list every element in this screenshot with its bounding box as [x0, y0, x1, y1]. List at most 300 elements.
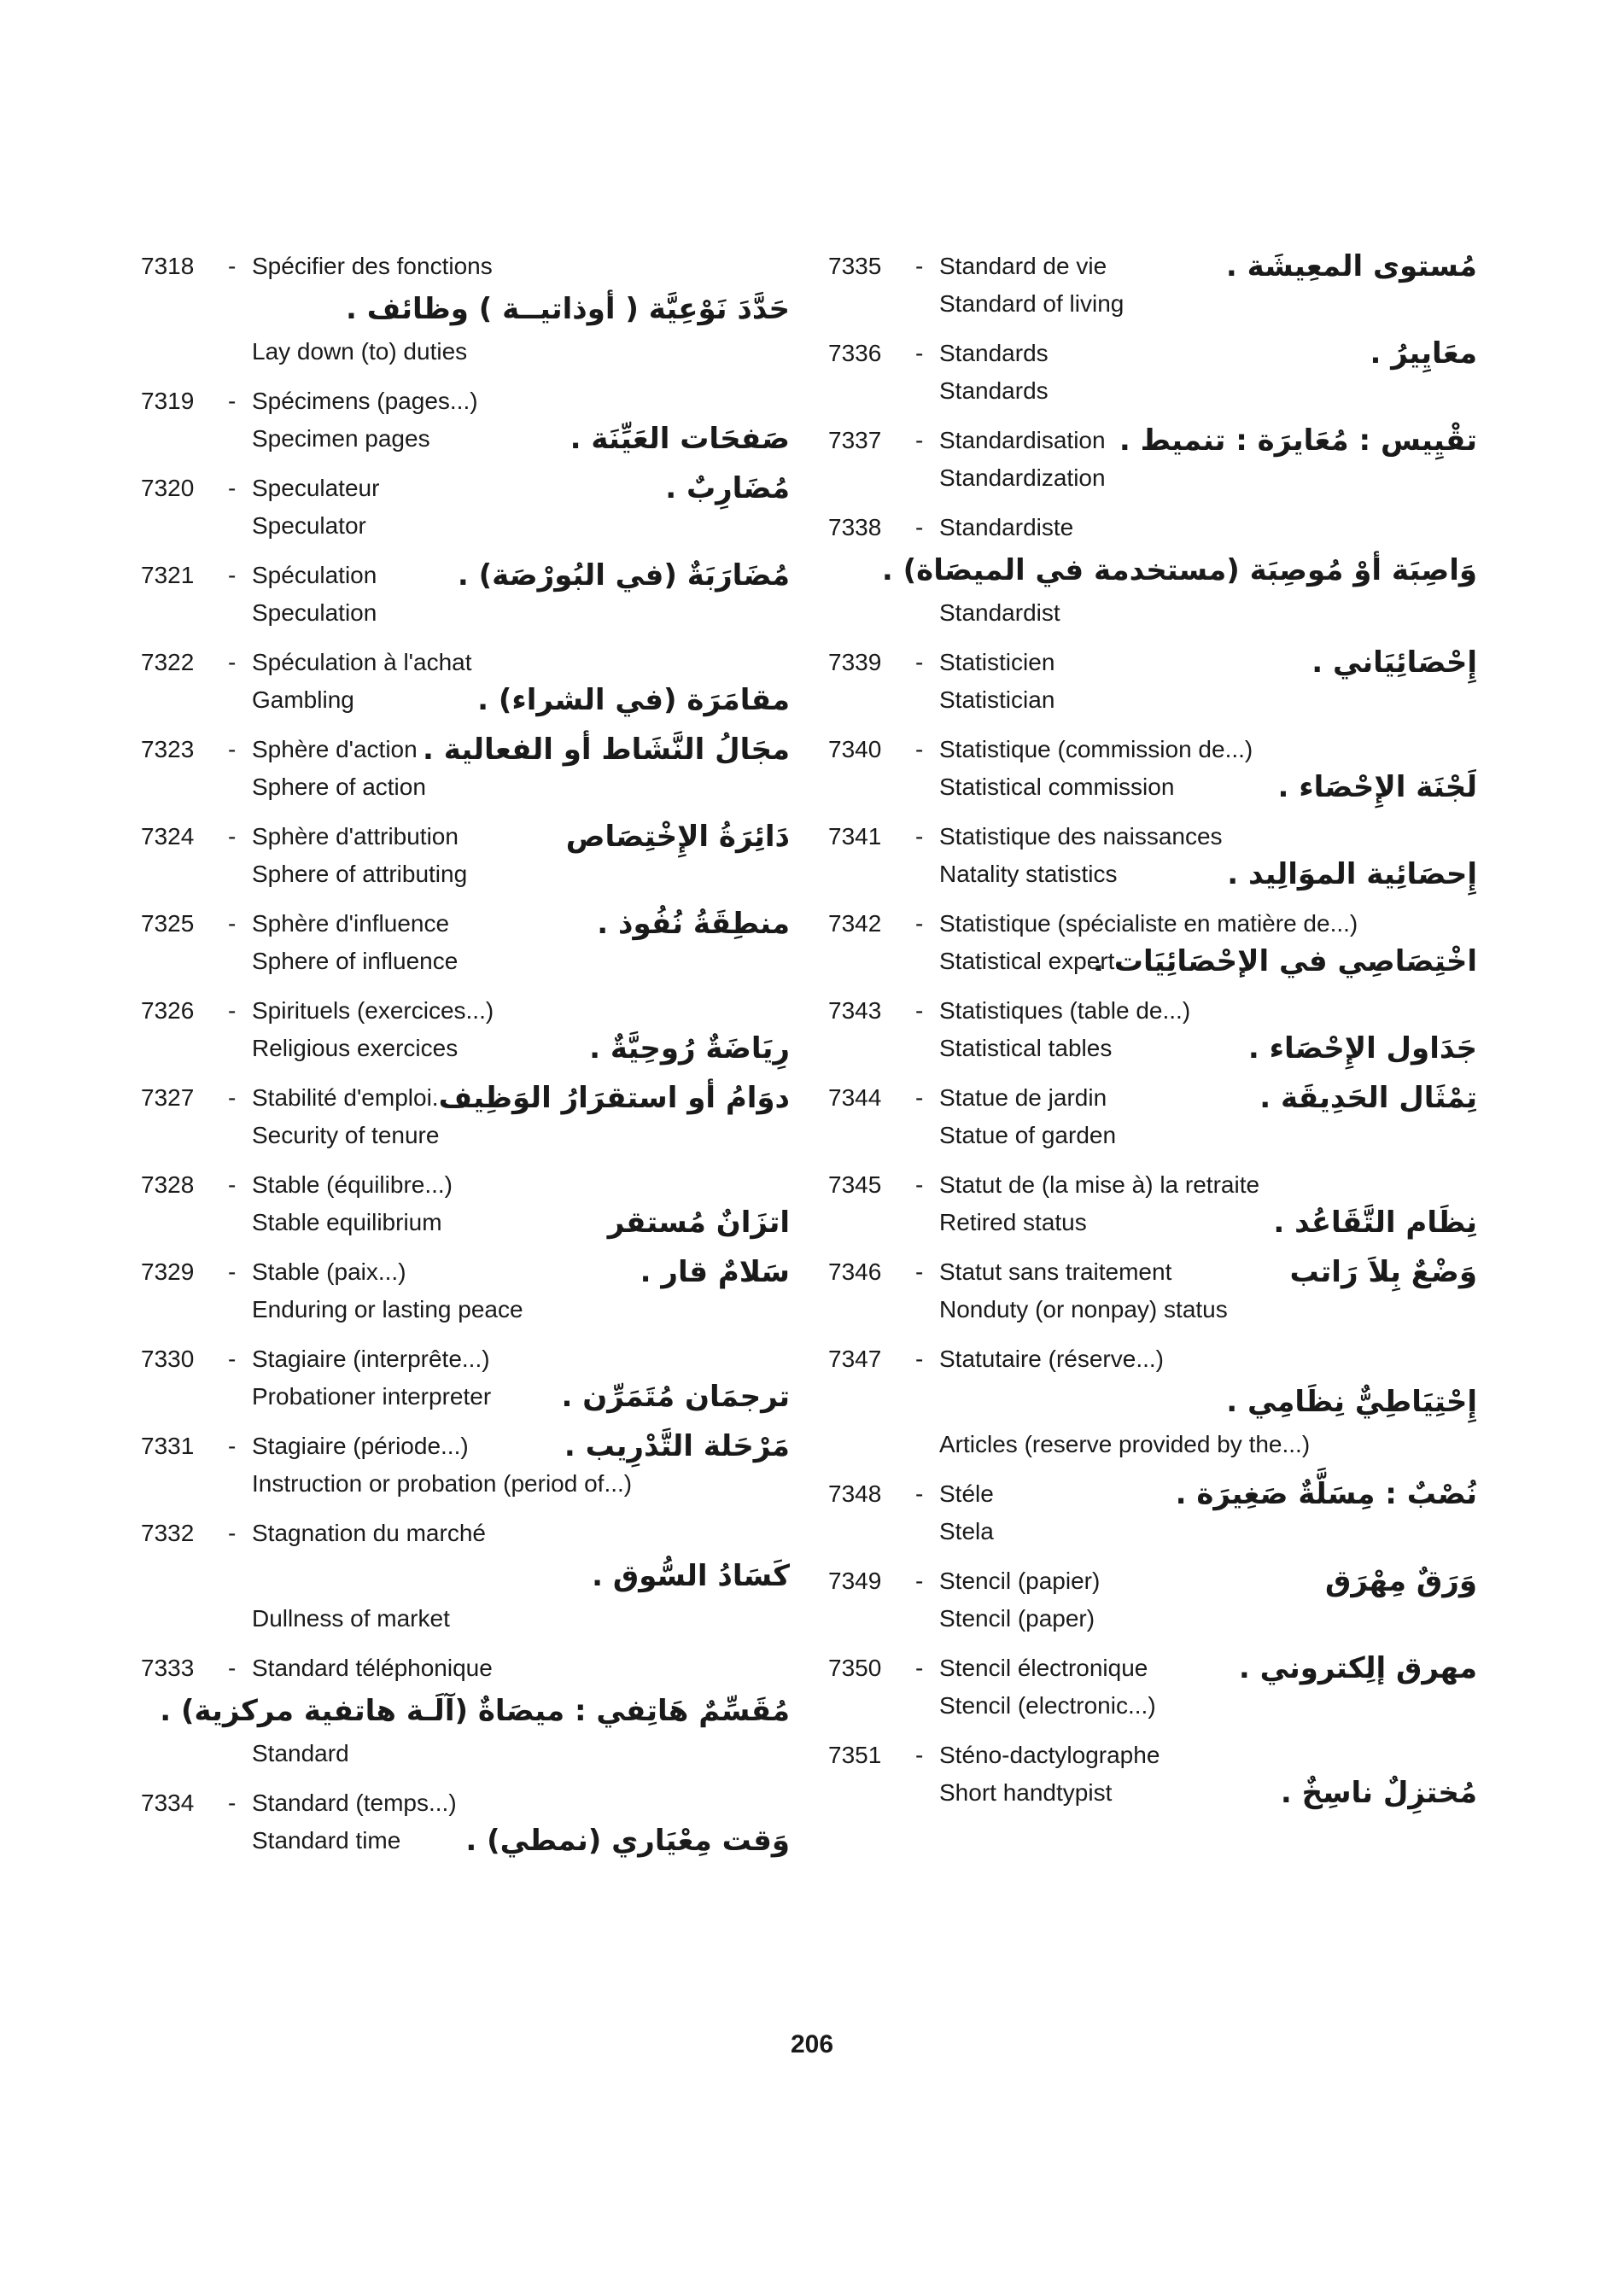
entry-headline — [141, 470, 790, 507]
entry-gap — [828, 980, 1477, 992]
english-term: Sphere of action — [252, 774, 426, 800]
arabic-term-line — [828, 1378, 1477, 1426]
french-term: Standard (temps...) — [252, 1790, 457, 1816]
dictionary-entry — [141, 992, 790, 1067]
entry-number: 7332 — [141, 1520, 195, 1546]
entry-translation-line — [828, 1513, 1477, 1550]
english-term: Specimen pages — [252, 425, 430, 452]
entry-headline — [141, 1340, 790, 1378]
entry-dash: - — [228, 823, 237, 850]
french-term: Statistique des naissances — [939, 823, 1223, 850]
arabic-term: اتزَانٌ مُستقر — [607, 1206, 790, 1240]
entry-number: 7329 — [141, 1258, 195, 1285]
english-term: Statistician — [939, 686, 1055, 713]
arabic-term: مهرق إلِكتروني . — [1238, 1651, 1477, 1685]
entry-dash: - — [915, 1655, 924, 1681]
entry-dash: - — [228, 475, 237, 501]
arabic-term: مقامَرَة (في الشراء) . — [477, 683, 790, 717]
english-term: Gambling — [252, 686, 354, 713]
entry-dash: - — [915, 736, 924, 762]
entry-gap — [141, 1416, 790, 1428]
entry-dash: - — [228, 1171, 237, 1198]
entry-translation-line — [141, 594, 790, 632]
arabic-term: مُقَسِّمٌ هَاتِفي : ميصَاةٌ (آلَـة هاتفية مركزية) . — [160, 1694, 790, 1728]
english-term: Short handtypist — [939, 1779, 1113, 1806]
entry-headline — [828, 335, 1477, 372]
entry-translation-line — [828, 1030, 1477, 1067]
arabic-term: نِظَام التَّقَاعُد . — [1273, 1206, 1477, 1240]
entry-number: 7344 — [828, 1084, 882, 1111]
dictionary-entry — [828, 422, 1477, 497]
entry-translation-line — [141, 1378, 790, 1416]
entry-gap — [828, 632, 1477, 644]
entry-headline — [141, 1166, 790, 1204]
entry-gap — [828, 1328, 1477, 1340]
entry-dash: - — [915, 253, 924, 279]
french-term: Sténo-dactylographe — [939, 1742, 1160, 1768]
page-number: 206 — [790, 2030, 834, 2058]
french-term: Spécifier des fonctions — [252, 253, 493, 279]
entry-dash: - — [915, 823, 924, 850]
entry-gap — [828, 1550, 1477, 1562]
entry-translation-line — [828, 1600, 1477, 1638]
french-term: Statutaire (réserve...) — [939, 1346, 1164, 1372]
entry-number: 7319 — [141, 388, 195, 414]
arabic-term: إِحْتِيَاطِيٌّ نِظَامِي . — [1226, 1385, 1477, 1419]
entry-gap — [828, 1725, 1477, 1737]
dictionary-entry — [828, 509, 1477, 632]
entry-translation-line — [828, 1774, 1477, 1812]
entry-headline — [141, 382, 790, 420]
entry-headline — [828, 1166, 1477, 1204]
entry-gap — [141, 980, 790, 992]
entry-number: 7330 — [141, 1346, 195, 1372]
entry-translation-line — [828, 459, 1477, 497]
entry-number: 7321 — [141, 562, 195, 588]
entry-gap — [141, 632, 790, 644]
entry-number: 7340 — [828, 736, 882, 762]
entry-number: 7324 — [141, 823, 195, 850]
entry-gap — [141, 371, 790, 382]
arabic-term: وَاصِبَة أوْ مُوصِبَة (مستخدمة في الميصَاة) . — [881, 553, 1477, 587]
dictionary-entry — [141, 557, 790, 632]
english-term: Stencil (paper) — [939, 1605, 1095, 1632]
english-term: Lay down (to) duties — [252, 338, 468, 365]
arabic-term: وَرَقٌ مِهْرَق — [1325, 1564, 1477, 1598]
entry-translation-line — [828, 1204, 1477, 1241]
entry-translation-line — [141, 1600, 790, 1638]
entry-number: 7327 — [141, 1084, 195, 1111]
arabic-term: اخْتِصَاصِي في الإحْصَائِيَات . — [1093, 944, 1477, 978]
english-term: Nonduty (or nonpay) status — [939, 1296, 1228, 1323]
arabic-term: مُضَارِبٌ . — [665, 471, 790, 505]
english-term: Standard of living — [939, 290, 1125, 317]
dictionary-entry — [141, 248, 790, 371]
entry-gap — [828, 893, 1477, 905]
entry-number: 7331 — [141, 1433, 195, 1459]
english-term: Standards — [939, 377, 1049, 404]
french-term: Statistiques (table de...) — [939, 997, 1191, 1024]
arabic-term: معَايِيرُ . — [1370, 336, 1477, 371]
french-term: Spéculation — [252, 562, 377, 588]
french-term: Speculateur — [252, 475, 380, 501]
entry-dash: - — [228, 1790, 237, 1816]
arabic-term: صَفحَات العَيِّنَة . — [570, 422, 790, 456]
entry-number: 7350 — [828, 1655, 882, 1681]
entry-dash: - — [915, 997, 924, 1024]
dictionary-entry — [828, 1475, 1477, 1550]
dictionary-entry — [828, 818, 1477, 893]
entry-gap — [141, 1638, 790, 1649]
entry-gap — [828, 719, 1477, 731]
english-term: Statue of garden — [939, 1122, 1117, 1148]
entry-number: 7320 — [141, 475, 195, 501]
entry-number: 7336 — [828, 340, 882, 366]
entry-number: 7328 — [141, 1171, 195, 1198]
entry-translation-line — [828, 855, 1477, 893]
entry-translation-line — [141, 1735, 790, 1772]
entry-number: 7325 — [141, 910, 195, 937]
english-term: Statistical expert. — [939, 948, 1122, 974]
french-term: Stencil (papier) — [939, 1568, 1101, 1594]
entry-gap — [141, 545, 790, 557]
french-term: Standard de vie — [939, 253, 1107, 279]
entry-gap — [828, 497, 1477, 509]
entry-dash: - — [228, 910, 237, 937]
entry-number: 7341 — [828, 823, 882, 850]
english-term: Stable equilibrium — [252, 1209, 442, 1235]
english-term: Sphere of attributing — [252, 861, 468, 887]
entry-number: 7335 — [828, 253, 882, 279]
entry-headline — [141, 248, 790, 285]
entry-number: 7338 — [828, 514, 882, 540]
english-term: Enduring or lasting peace — [252, 1296, 523, 1323]
entry-translation-line — [828, 768, 1477, 806]
entry-translation-line — [141, 1117, 790, 1154]
entry-dash: - — [228, 1433, 237, 1459]
entry-gap — [141, 458, 790, 470]
dictionary-entry — [828, 1253, 1477, 1328]
french-term: Statistique (commission de...) — [939, 736, 1253, 762]
dictionary-entry — [828, 1166, 1477, 1241]
entry-number: 7333 — [141, 1655, 195, 1681]
english-term: Statistical tables — [939, 1035, 1113, 1061]
entry-dash: - — [228, 736, 237, 762]
french-term: Stagnation du marché — [252, 1520, 486, 1546]
arabic-term: سَلامٌ قار . — [640, 1255, 790, 1289]
english-term: Speculation — [252, 599, 377, 626]
entry-number: 7349 — [828, 1568, 882, 1594]
entry-headline — [141, 1515, 790, 1552]
arabic-term: جَدَاول الإِحْصَاء . — [1247, 1031, 1477, 1066]
french-term: Stabilité d'emploi. — [252, 1084, 439, 1111]
entry-headline — [828, 1562, 1477, 1600]
entry-headline — [828, 1737, 1477, 1774]
arabic-term: نُصْبٌ : مِسَلَّةٌ صَغِيرَة . — [1175, 1477, 1477, 1511]
english-term: Stela — [939, 1518, 994, 1544]
entry-gap — [141, 1241, 790, 1253]
entry-translation-line — [141, 1030, 790, 1067]
entry-dash: - — [228, 1084, 237, 1111]
arabic-term-line — [828, 546, 1477, 594]
arabic-term: مُستوى المعِيشَة . — [1225, 249, 1477, 283]
entry-number: 7345 — [828, 1171, 882, 1198]
french-term: Standardisation — [939, 427, 1106, 453]
entry-translation-line — [141, 855, 790, 893]
arabic-term: حَدَّدَ نَوْعِيَّة ( أوذاتيــة ) وظائف . — [346, 292, 790, 326]
entry-headline — [828, 644, 1477, 681]
entry-headline — [828, 1649, 1477, 1687]
entry-headline — [141, 644, 790, 681]
entry-gap — [828, 1241, 1477, 1253]
dictionary-entry — [141, 644, 790, 719]
dictionary-entry — [828, 905, 1477, 980]
dictionary-entry — [141, 1649, 790, 1772]
english-term: Standard time — [252, 1827, 401, 1854]
entry-headline — [828, 509, 1477, 546]
english-term: Probationer interpreter — [252, 1383, 492, 1410]
entry-dash: - — [228, 388, 237, 414]
entry-dash: - — [915, 1480, 924, 1507]
french-term: Statut de (la mise à) la retraite — [939, 1171, 1260, 1198]
entry-dash: - — [915, 1742, 924, 1768]
dictionary-entry — [141, 818, 790, 893]
entry-translation-line — [828, 1426, 1477, 1463]
french-term: Spécimens (pages...) — [252, 388, 478, 414]
right-column — [828, 248, 1477, 1824]
french-term: Stable (équilibre...) — [252, 1171, 453, 1198]
entry-dash: - — [915, 1258, 924, 1285]
entry-dash: - — [228, 997, 237, 1024]
arabic-term-line — [141, 1687, 790, 1735]
entry-translation-line — [141, 1465, 790, 1503]
dictionary-entry — [141, 1166, 790, 1241]
entry-headline — [141, 1649, 790, 1687]
english-term: Standardization — [939, 464, 1106, 491]
entry-gap — [828, 323, 1477, 335]
english-term: Statistical commission — [939, 774, 1175, 800]
french-term: Statut sans traitement — [939, 1258, 1172, 1285]
entry-headline — [141, 1428, 790, 1465]
dictionary-entry — [828, 335, 1477, 410]
entry-gap — [828, 806, 1477, 818]
dictionary-entry — [141, 1428, 790, 1503]
entry-dash: - — [915, 514, 924, 540]
entry-dash: - — [228, 1520, 237, 1546]
dictionary-entry — [141, 731, 790, 806]
dictionary-entry — [141, 1515, 790, 1638]
arabic-term: مَرْحَلة التَّدْرِيب . — [564, 1429, 790, 1463]
entry-dash: - — [228, 562, 237, 588]
arabic-term: ترجمَان مُتَمَرِّن . — [561, 1380, 790, 1414]
entry-number: 7337 — [828, 427, 882, 453]
entry-headline — [828, 1340, 1477, 1378]
entry-number: 7323 — [141, 736, 195, 762]
entry-translation-line — [141, 681, 790, 719]
entry-headline — [828, 1253, 1477, 1291]
arabic-term: إِحصَائِية الموَالِيد . — [1227, 857, 1477, 891]
english-term: Standard — [252, 1740, 349, 1766]
dictionary-entry — [828, 1079, 1477, 1154]
english-term: Natality statistics — [939, 861, 1118, 887]
entry-gap — [828, 1463, 1477, 1475]
dictionary-entry — [141, 1079, 790, 1154]
entry-dash: - — [915, 427, 924, 453]
entry-translation-line — [828, 285, 1477, 323]
arabic-term: رِيَاضَةٌ رُوحِيَّةٌ . — [589, 1031, 790, 1066]
french-term: Statue de jardin — [939, 1084, 1107, 1111]
entry-gap — [141, 1328, 790, 1340]
dictionary-entry — [828, 644, 1477, 719]
entry-gap — [828, 1812, 1477, 1824]
entry-number: 7347 — [828, 1346, 882, 1372]
arabic-term: وَقت مِعْيَاري (نمطي) . — [465, 1824, 790, 1858]
dictionary-entry — [828, 1340, 1477, 1463]
dictionary-entry — [828, 992, 1477, 1067]
dictionary-entry — [141, 382, 790, 458]
entry-gap — [141, 1772, 790, 1784]
english-term: Stencil (electronic...) — [939, 1692, 1156, 1719]
entry-headline — [141, 1079, 790, 1117]
arabic-term: مُضَارَبَةٌ (في البُورْصَة) . — [457, 558, 790, 593]
entry-translation-line — [141, 1291, 790, 1328]
entry-translation-line — [828, 1687, 1477, 1725]
dictionary-entry — [141, 905, 790, 980]
entry-translation-line — [141, 943, 790, 980]
entry-number: 7318 — [141, 253, 195, 279]
french-term: Stéle — [939, 1480, 994, 1507]
entry-gap — [828, 1067, 1477, 1079]
english-term: Standardist — [939, 599, 1060, 626]
entry-headline — [141, 1784, 790, 1822]
entry-gap — [828, 1154, 1477, 1166]
entry-dash: - — [915, 1171, 924, 1198]
arabic-term: لَجْنَة الإِحْصَاء . — [1277, 770, 1477, 804]
entry-dash: - — [228, 1655, 237, 1681]
entry-dash: - — [228, 1346, 237, 1372]
arabic-term: مُختزِلٌ ناسِخٌ . — [1280, 1776, 1477, 1810]
entry-dash: - — [915, 649, 924, 675]
arabic-term: تقْيِيس : مُعَايرَة : تنميط . — [1119, 423, 1477, 458]
entry-gap — [141, 806, 790, 818]
entry-dash: - — [915, 910, 924, 937]
entry-headline — [141, 731, 790, 768]
entry-headline — [828, 818, 1477, 855]
entry-translation-line — [141, 420, 790, 458]
dictionary-entry — [141, 1784, 790, 1860]
entry-dash: - — [915, 1346, 924, 1372]
left-column — [141, 248, 790, 1871]
entry-number: 7351 — [828, 1742, 882, 1768]
entry-gap — [141, 1154, 790, 1166]
dictionary-entry — [828, 731, 1477, 806]
arabic-term: كَسَادُ السُّوق . — [592, 1559, 790, 1593]
french-term: Stagiaire (période...) — [252, 1433, 469, 1459]
entry-gap — [141, 1067, 790, 1079]
entry-headline — [828, 248, 1477, 285]
entry-number: 7322 — [141, 649, 195, 675]
french-term: Standard téléphonique — [252, 1655, 493, 1681]
french-term: Spirituels (exercices...) — [252, 997, 494, 1024]
french-term: Spéculation à l'achat — [252, 649, 472, 675]
entry-dash: - — [228, 649, 237, 675]
entry-number: 7343 — [828, 997, 882, 1024]
entry-translation-line — [828, 1117, 1477, 1154]
entry-headline — [141, 1253, 790, 1291]
entry-dash: - — [915, 340, 924, 366]
dictionary-entry — [141, 1253, 790, 1328]
english-term: Dullness of market — [252, 1605, 450, 1632]
entry-dash: - — [228, 253, 237, 279]
french-term: Statistique (spécialiste en matière de...) — [939, 910, 1358, 937]
french-term: Standards — [939, 340, 1049, 366]
french-term: Stencil électronique — [939, 1655, 1148, 1681]
french-term: Standardiste — [939, 514, 1074, 540]
entry-headline — [828, 992, 1477, 1030]
dictionary-entry — [828, 1649, 1477, 1725]
entry-translation-line — [141, 1822, 790, 1860]
entry-headline — [828, 422, 1477, 459]
arabic-term: إِحْصَائِيَاني . — [1311, 645, 1477, 680]
arabic-term: تِمْثَال الحَدِيقَة . — [1259, 1081, 1477, 1115]
entry-headline — [828, 905, 1477, 943]
entry-gap — [828, 1638, 1477, 1649]
dictionary-entry — [828, 248, 1477, 323]
english-term: Religious exercices — [252, 1035, 459, 1061]
entry-gap — [828, 410, 1477, 422]
french-term: Stagiaire (interprête...) — [252, 1346, 490, 1372]
entry-number: 7326 — [141, 997, 195, 1024]
arabic-term: مجَالُ النَّشَاط أو الفعالية . — [423, 733, 790, 767]
entry-translation-line — [828, 1291, 1477, 1328]
english-term: Sphere of influence — [252, 948, 459, 974]
entry-translation-line — [141, 507, 790, 545]
entry-translation-line — [828, 372, 1477, 410]
entry-translation-line — [141, 1204, 790, 1241]
english-term: Instruction or probation (period of...) — [252, 1470, 633, 1497]
entry-number: 7334 — [141, 1790, 195, 1816]
french-term: Stable (paix...) — [252, 1258, 406, 1285]
english-term: Articles (reserve provided by the...) — [939, 1431, 1311, 1457]
entry-translation-line — [141, 768, 790, 806]
entry-headline — [141, 557, 790, 594]
arabic-term: دوَامُ أو استقرَارُ الوَظِيف — [438, 1081, 790, 1115]
french-term: Sphère d'influence — [252, 910, 450, 937]
entry-number: 7348 — [828, 1480, 882, 1507]
entry-gap — [141, 893, 790, 905]
entry-headline — [141, 818, 790, 855]
entry-dash: - — [915, 1084, 924, 1111]
entry-number: 7346 — [828, 1258, 882, 1285]
entry-dash: - — [228, 1258, 237, 1285]
entry-number: 7342 — [828, 910, 882, 937]
dictionary-entry — [141, 1340, 790, 1416]
english-term: Security of tenure — [252, 1122, 440, 1148]
dictionary-entry — [828, 1562, 1477, 1638]
entry-translation-line — [141, 333, 790, 371]
dictionary-entry — [141, 470, 790, 545]
arabic-term-line — [141, 1552, 790, 1600]
english-term: Speculator — [252, 512, 366, 539]
entry-dash: - — [915, 1568, 924, 1594]
entry-headline — [828, 1079, 1477, 1117]
entry-gap — [141, 1860, 790, 1871]
entry-gap — [141, 719, 790, 731]
entry-number: 7339 — [828, 649, 882, 675]
entry-translation-line — [828, 943, 1477, 980]
english-term: Retired status — [939, 1209, 1087, 1235]
arabic-term: وَضْعٌ بِلاَ رَاتب — [1289, 1255, 1477, 1289]
